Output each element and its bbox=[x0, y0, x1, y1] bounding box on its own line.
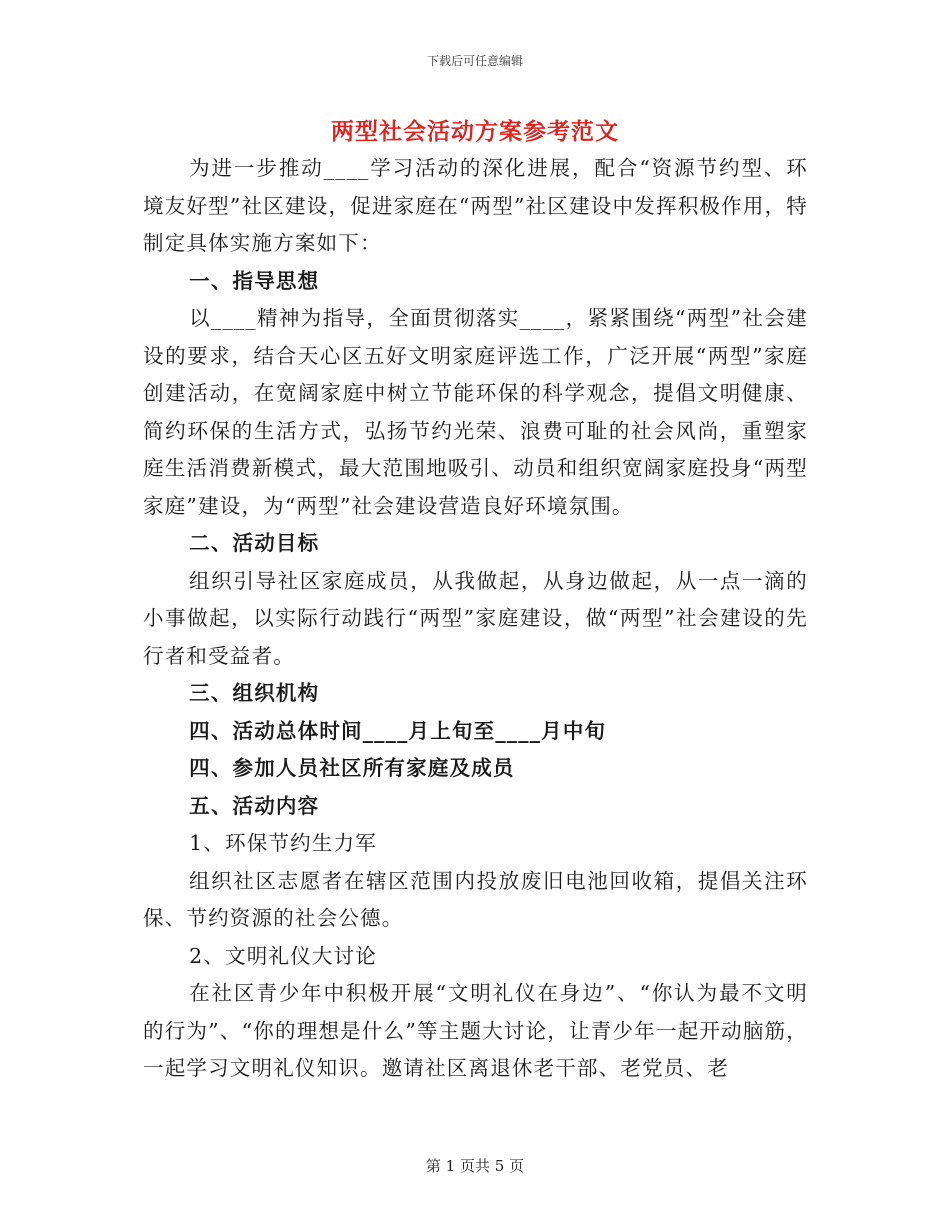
section-heading-activity-goals: 二、活动目标 bbox=[189, 531, 320, 555]
guiding-ideology-paragraph: 以____精神为指导，全面贯彻落实____，紧紧围绕“两型”社会建设的要求，结合天心区五好文明家庭评选工作，广泛开展“两型”家庭创建活动，在宽阔家庭中树立节能环保的科学观念，提倡文明健康、简约环保的生活方式，弘扬节约光荣、浪费可耻的社会风尚，重塑家庭生活消费新模式，最大范围地吸引、动员和组织宽阔家庭投身“两型家庭”建设，为“两型”社会建设营造良好环境氛围。 bbox=[143, 306, 808, 518]
activity-goals-paragraph: 组织引导社区家庭成员，从我做起，从身边做起，从一点一滴的小事做起，以实际行动践行“两型”家庭建设，做“两型”社会建设的先行者和受益者。 bbox=[143, 568, 808, 668]
section-heading-activity-content: 五、活动内容 bbox=[189, 793, 320, 818]
subheading-etiquette-discussion: 2、文明礼仪大讨论 bbox=[189, 943, 377, 968]
document-title: 两型社会活动方案参考范文 bbox=[331, 118, 619, 145]
page-header: 下载后可任意编辑 bbox=[426, 54, 523, 68]
page-footer: 第 1 页共 5 页 bbox=[425, 1157, 525, 1175]
eco-force-paragraph: 组织社区志愿者在辖区范围内投放废旧电池回收箱，提倡关注环保、节约资源的社会公德。 bbox=[143, 868, 808, 930]
intro-paragraph: 为进一步推动____学习活动的深化进展，配合“资源节约型、环境友好型”社区建设，促进家庭在“两型”社区建设中发挥积极作用，特制定具体实施方案如下： bbox=[143, 156, 808, 255]
etiquette-discussion-paragraph: 在社区青少年中积极开展“文明礼仪在身边”、“你认为最不文明的行为”、“你的理想是什么”等主题大讨论，让青少年一起开动脑筋，一起学习文明礼仪知识。邀请社区离退休老干部、老党员、老 bbox=[143, 981, 808, 1080]
section-heading-guiding-ideology: 一、指导思想 bbox=[189, 268, 320, 293]
section-heading-organization: 三、组织机构 bbox=[189, 681, 320, 705]
section-heading-participants: 四、参加人员社区所有家庭及成员 bbox=[189, 756, 515, 780]
section-heading-activity-time: 四、活动总体时间____月上旬至____月中旬 bbox=[189, 718, 607, 743]
document-body bbox=[143, 150, 808, 1088]
subheading-eco-force: 1、环保节约生力军 bbox=[189, 831, 377, 855]
